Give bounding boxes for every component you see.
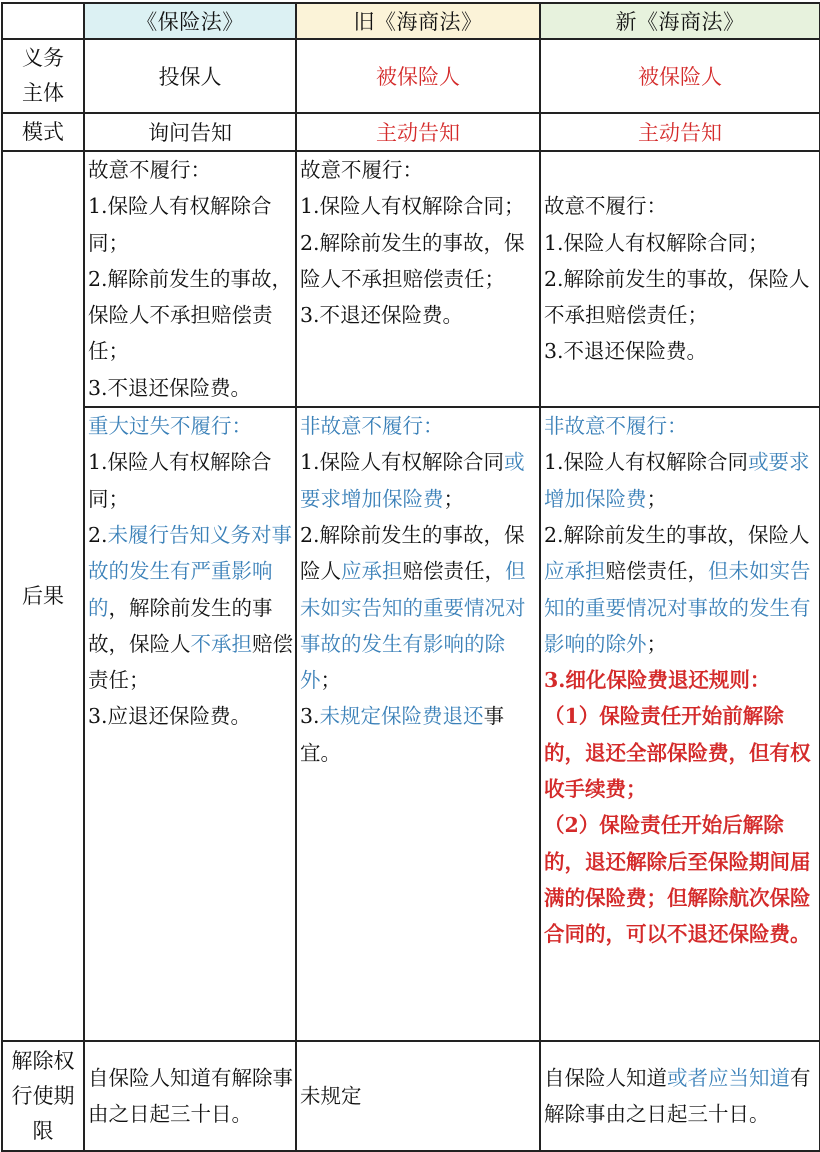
- subject-old-maritime-law: 被保险人: [296, 39, 540, 113]
- intentional-title: 故意不履行：: [544, 194, 667, 219]
- item-text: 2.解除前发生的事故，保险人: [300, 522, 525, 584]
- item-text: 2.解除前发生的事故，保险人: [544, 522, 810, 547]
- term-insurance-law: 自保险人知道有解除事由之日起三十日。: [84, 1041, 296, 1151]
- row-label-term: 解除权行使期限: [2, 1041, 84, 1151]
- header-row: [2, 3, 820, 39]
- intentional-item: 2.解除前发生的事故，保险人不承担赔偿责任；: [544, 266, 810, 328]
- item-text: 事宜。: [300, 704, 505, 765]
- intentional-item: 3.不退还保险费。: [300, 303, 464, 328]
- non-intentional-title: 非故意不履行：: [544, 414, 688, 439]
- header-insurance-law: 《保险法》: [84, 3, 296, 39]
- highlight-text: 未履行告知义务对事故的发生有严重影响的: [88, 522, 293, 620]
- item-text: 赔偿责任，: [605, 559, 708, 584]
- non-intentional-title: 非故意不履行：: [300, 414, 444, 439]
- header-corner: [2, 3, 84, 39]
- non-intentional-item: [544, 517, 817, 662]
- non-intentional-item: [300, 517, 537, 698]
- row-consequence-intentional: [2, 151, 820, 407]
- non-intentional-item: 3.应退还保险费。: [88, 704, 252, 729]
- highlight-text: 未规定保险费退还: [319, 704, 484, 729]
- refund-rule-item: （1）保险责任开始前解除的，退还全部保险费，但有权收手续费；: [544, 704, 811, 802]
- item-text: 2.: [88, 522, 108, 547]
- row-mode: [2, 113, 820, 151]
- term-old-maritime-law: 未规定: [296, 1041, 540, 1151]
- item-text: 赔偿责任；: [88, 631, 293, 693]
- mode-insurance-law: 询问告知: [84, 113, 296, 151]
- term-text: 有解除事由之日起三十日。: [544, 1065, 811, 1127]
- intentional-item: 3.不退还保险费。: [88, 375, 252, 400]
- highlight-text: 不承担: [190, 631, 252, 656]
- intentional-new-maritime-law: [540, 151, 820, 407]
- intentional-item: 1.保险人有权解除合同；: [300, 194, 525, 219]
- highlight-text: 但未如实告知的重要情况对事故的发生有影响的除外: [544, 559, 811, 656]
- term-new-maritime-law: [540, 1041, 820, 1151]
- refund-rule-item: （2）保险责任开始后解除的，退还解除后至保险期间届满的保险费；但解除航次保险合同的，可以不退还保险费。: [544, 813, 811, 947]
- row-label-consequence: 后果: [2, 151, 84, 1041]
- row-subject: [2, 39, 820, 113]
- highlight-text: 应承担: [341, 559, 403, 584]
- non-intentional-item: [544, 444, 817, 517]
- item-text: 赔偿责任，: [402, 559, 505, 584]
- non-intentional-title: 重大过失不履行：: [88, 414, 252, 439]
- comparison-table: [1, 2, 820, 1152]
- row-consequence-non-intentional: [2, 407, 820, 1041]
- row-label-subject-line2: 主体: [22, 81, 64, 105]
- non-intentional-item: [300, 698, 537, 771]
- non-intentional-item: 1.保险人有权解除合同；: [88, 450, 272, 511]
- item-text: 3.: [300, 704, 320, 729]
- highlight-text: 应承担: [544, 559, 606, 584]
- subject-insurance-law: 投保人: [84, 39, 296, 113]
- non-intentional-insurance-law: [84, 407, 296, 1041]
- highlight-text: 但未如实告知的重要情况对事故的发生有影响的除外: [300, 559, 526, 693]
- mode-old-maritime-law: 主动告知: [296, 113, 540, 151]
- non-intentional-item: [88, 517, 293, 698]
- highlight-text: 或要求增加保险费: [300, 450, 525, 511]
- term-text: 自保险人知道: [544, 1065, 667, 1090]
- item-text: 1.保险人有权解除合同: [544, 450, 749, 475]
- intentional-insurance-law: [84, 151, 296, 407]
- item-text: ；: [646, 486, 667, 511]
- non-intentional-old-maritime-law: [296, 407, 540, 1041]
- intentional-item: 1.保险人有权解除合同；: [544, 230, 769, 255]
- intentional-item: 1.保险人有权解除合同；: [88, 194, 272, 255]
- row-label-mode: 模式: [2, 113, 84, 151]
- item-text: ；: [443, 486, 464, 511]
- non-intentional-new-maritime-law: [540, 407, 820, 1041]
- highlight-text: 或要求增加保险费: [544, 450, 810, 511]
- row-label-subject: [2, 39, 84, 113]
- item-text: 1.保险人有权解除合同: [300, 450, 505, 475]
- item-text: ；: [646, 631, 667, 656]
- intentional-title: 故意不履行：: [300, 158, 423, 182]
- intentional-old-maritime-law: [296, 151, 540, 407]
- term-highlight-text: 或者应当知道: [667, 1065, 790, 1090]
- intentional-item: 2.解除前发生的事故，保险人不承担赔偿责任；: [300, 230, 525, 291]
- intentional-title: 故意不履行：: [88, 158, 211, 182]
- row-label-subject-line1: 义务: [22, 46, 64, 70]
- intentional-item: 3.不退还保险费。: [544, 339, 708, 364]
- subject-new-maritime-law: 被保险人: [540, 39, 820, 113]
- item-text: ；: [320, 668, 341, 693]
- header-new-maritime-law: 新《海商法》: [540, 3, 820, 39]
- non-intentional-item: [300, 444, 537, 517]
- header-old-maritime-law: 旧《海商法》: [296, 3, 540, 39]
- intentional-item: 2.解除前发生的事故，保险人不承担赔偿责任；: [88, 266, 293, 364]
- item-text: ，解除前发生的事故，保险人: [88, 595, 273, 656]
- mode-new-maritime-law: 主动告知: [540, 113, 820, 151]
- refund-rules-title: 3.细化保险费退还规则：: [544, 668, 771, 693]
- row-term: [2, 1041, 820, 1151]
